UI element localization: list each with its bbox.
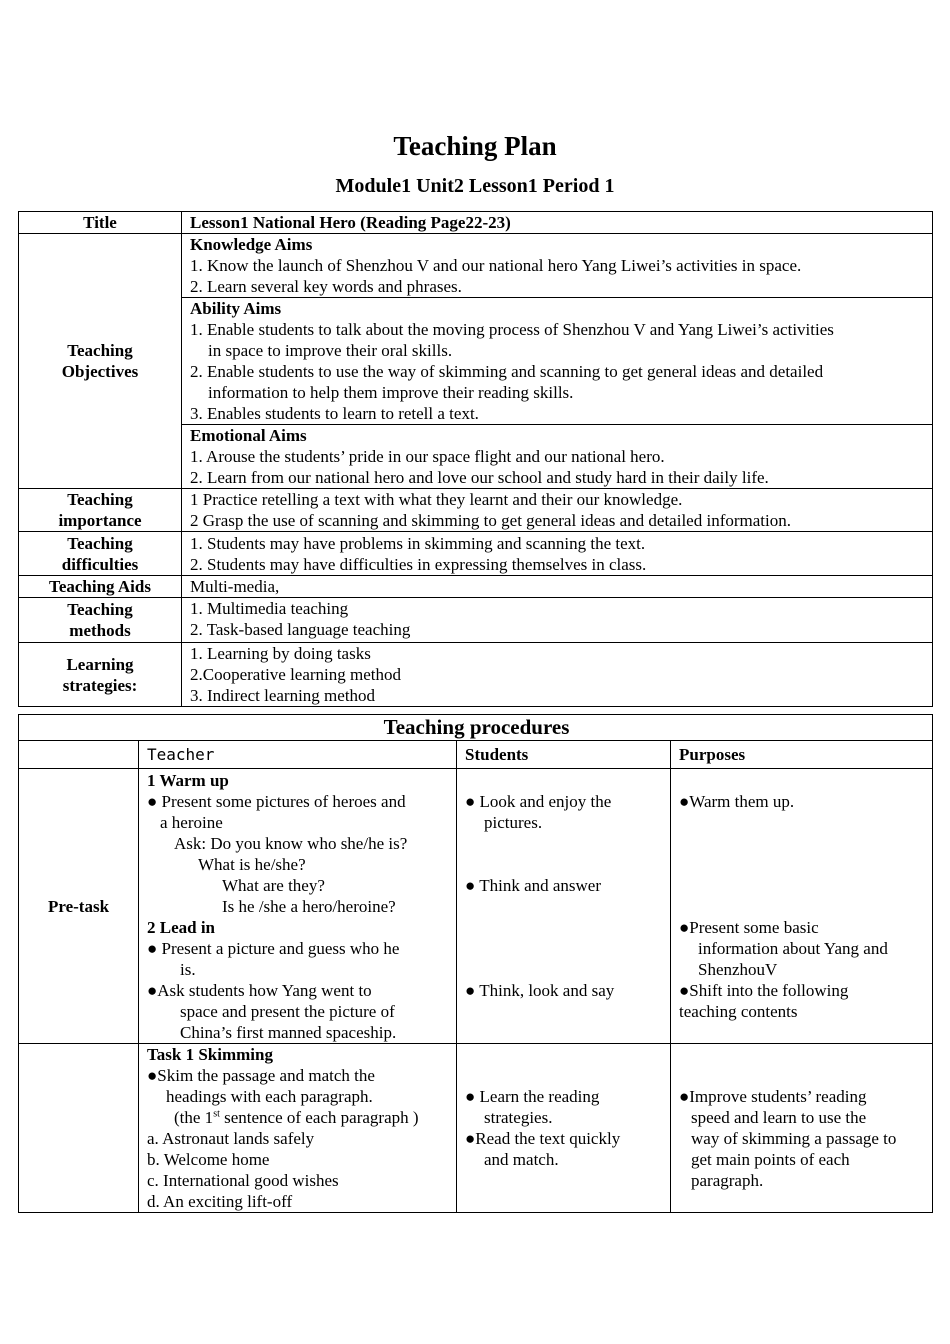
task1-purposes: ●Improve students’ reading speed and learn to use the way of skimming a passage to get main points of each paragraph. xyxy=(671,1044,933,1213)
emotional-aims: Emotional Aims 1. Arouse the students’ pride in our space flight and our national hero. 2. Learn from our national hero and love our school and study hard in their daily life. xyxy=(182,425,933,489)
procedures-header-row xyxy=(19,741,933,769)
title-label: Title xyxy=(19,212,182,234)
methods-row xyxy=(19,598,933,643)
aids-label: Teaching Aids xyxy=(19,576,182,598)
page-subtitle: Module1 Unit2 Lesson1 Period 1 xyxy=(335,175,615,197)
pretask-row xyxy=(19,769,933,1044)
header-teacher: Teacher xyxy=(139,741,457,769)
methods-label: Teaching methods xyxy=(19,598,182,643)
task1-stage xyxy=(19,1044,139,1213)
title-row xyxy=(19,212,933,234)
procedures-table xyxy=(18,714,933,1213)
knowledge-row xyxy=(19,234,933,298)
task1-students: ● Learn the reading strategies. ●Read the text quickly and match. xyxy=(457,1044,671,1213)
procedures-title: Teaching procedures xyxy=(19,715,933,741)
aids-row xyxy=(19,576,933,598)
procedures-title-row xyxy=(19,715,933,741)
strategies-label: Learning strategies: xyxy=(19,643,182,707)
knowledge-aims: Knowledge Aims 1. Know the launch of Shenzhou V and our national hero Yang Liwei’s activities in space. 2. Learn several key words and phrases. xyxy=(182,234,933,298)
importance-row xyxy=(19,489,933,532)
task1-teacher: Task 1 Skimming ●Skim the passage and match the headings with each paragraph. (the 1st sentence of each paragraph ) a. Astronaut lands safely b. Welcome home c. International good wishes d. An exciting lift-off xyxy=(139,1044,457,1213)
importance-value: 1 Practice retelling a text with what they learnt and their our knowledge. 2 Grasp the use of scanning and skimming to get general ideas and detailed information. xyxy=(182,489,933,532)
page-title: Teaching Plan xyxy=(393,131,557,161)
header-students: Students xyxy=(457,741,671,769)
header-empty xyxy=(19,741,139,769)
pretask-purposes: ●Warm them up. ●Present some basic information about Yang and ShenzhouV ●Shift into the following teaching contents xyxy=(671,769,933,1044)
difficulties-value: 1. Students may have problems in skimming and scanning the text. 2. Students may have difficulties in expressing themselves in class. xyxy=(182,532,933,576)
header-purposes: Purposes xyxy=(671,741,933,769)
difficulties-row xyxy=(19,532,933,576)
difficulties-label: Teaching difficulties xyxy=(19,532,182,576)
task1-paragraph-note: (the 1st sentence of each paragraph ) xyxy=(174,1108,419,1127)
methods-value: 1. Multimedia teaching 2. Task-based language teaching xyxy=(182,598,933,643)
plan-table xyxy=(18,211,933,707)
aids-value: Multi-media, xyxy=(182,576,933,598)
importance-label: Teaching importance xyxy=(19,489,182,532)
ability-aims: Ability Aims 1. Enable students to talk about the moving process of Shenzhou V and Yang Liwei’s activities in space to improve their oral skills. 2. Enable students to use the way of skimming and scanning to get general ideas and detailed information to help them improve their reading skills. 3. Enables students to learn to retell a text. xyxy=(182,298,933,425)
pretask-students: ● Look and enjoy the pictures. ● Think and answer ● Think, look and say xyxy=(457,769,671,1044)
objectives-label: Teaching Objectives xyxy=(19,234,182,489)
pretask-teacher: 1 Warm up ● Present some pictures of heroes and a heroine Ask: Do you know who she/he is? What is he/she? What are they? Is he /she a hero/heroine? 2 Lead in ● Present a picture and guess who he is. ●Ask students how Yang went to space and present the picture of China’s first manned spaceship. xyxy=(139,769,457,1044)
pretask-stage: Pre-task xyxy=(19,769,139,1044)
strategies-value: 1. Learning by doing tasks 2.Cooperative learning method 3. Indirect learning method xyxy=(182,643,933,707)
title-value: Lesson1 National Hero (Reading Page22-23) xyxy=(182,212,933,234)
strategies-row xyxy=(19,643,933,707)
task1-row xyxy=(19,1044,933,1213)
